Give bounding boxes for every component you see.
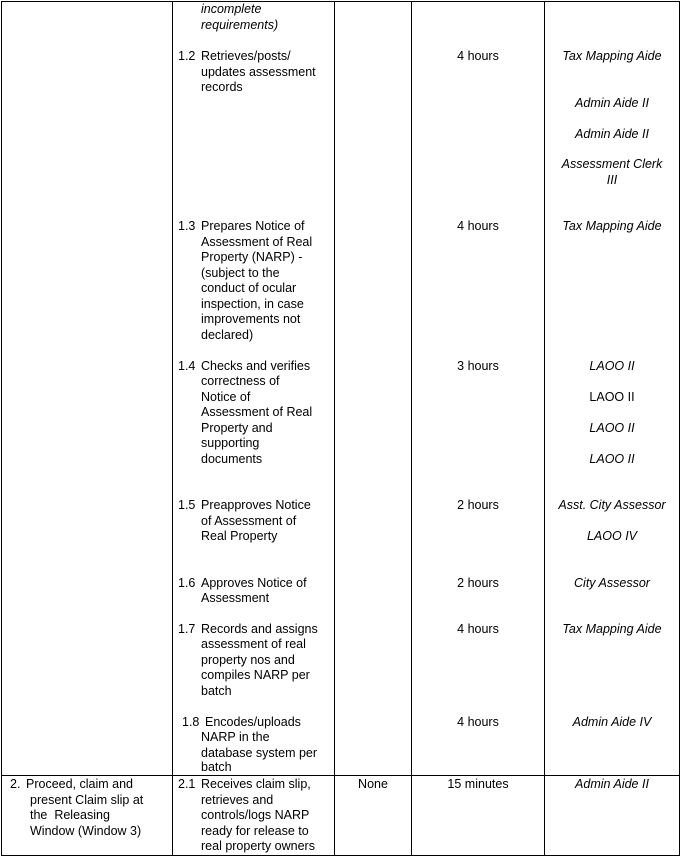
client-step-line: present Claim slip at xyxy=(30,793,144,807)
action-number: 2.1 xyxy=(178,777,196,791)
column-divider-1 xyxy=(172,1,173,856)
action-text-line: property nos and xyxy=(201,653,295,667)
action-text-line: NARP in the xyxy=(201,730,270,744)
action-text-line: Prepares Notice of xyxy=(201,219,305,233)
action-text-line: assessment of real xyxy=(201,637,306,651)
action-text-line: declared) xyxy=(201,328,254,342)
person-responsible: III xyxy=(606,173,618,187)
action-text-line: Checks and verifies xyxy=(201,359,311,373)
processing-time: 4 hours xyxy=(457,622,499,636)
person-responsible: Asst. City Assessor xyxy=(558,498,666,512)
row-divider xyxy=(1,775,680,776)
client-step-line: Window (Window 3) xyxy=(30,824,142,838)
action-text-line: Encodes/uploads xyxy=(205,715,301,729)
person-responsible: LAOO IV xyxy=(586,529,638,543)
client-step-number: 2. xyxy=(10,777,21,791)
action-text-line: Records and assigns xyxy=(201,622,318,636)
action-text-line: updates assessment xyxy=(201,65,316,79)
action-text-line: inspection, in case xyxy=(201,297,304,311)
action-text-line: Receives claim slip, xyxy=(201,777,311,791)
client-step-line: Proceed, claim and xyxy=(26,777,134,791)
table-border-top xyxy=(1,1,680,2)
person-responsible: Tax Mapping Aide xyxy=(562,49,662,63)
action-number: 1.3 xyxy=(178,219,196,233)
action-text-line: Assessment xyxy=(201,591,270,605)
column-divider-2 xyxy=(334,1,335,856)
person-responsible: Assessment Clerk xyxy=(561,157,663,171)
processing-time: 2 hours xyxy=(457,498,499,512)
action-number: 1.7 xyxy=(178,622,196,636)
processing-time: 4 hours xyxy=(457,219,499,233)
action-text-line: Preapproves Notice xyxy=(201,498,311,512)
action-text-line: correctness of xyxy=(201,374,280,388)
action-text-line: (subject to the xyxy=(201,266,280,280)
person-responsible: LAOO II xyxy=(589,421,635,435)
action-text-line: records xyxy=(201,80,243,94)
processing-time: 3 hours xyxy=(457,359,499,373)
action-text-line: incomplete xyxy=(201,2,262,16)
person-responsible: LAOO II xyxy=(589,452,635,466)
processing-time: 4 hours xyxy=(457,49,499,63)
action-number: 1.5 xyxy=(178,498,196,512)
person-responsible: Admin Aide II xyxy=(575,127,649,141)
client-step-line: the Releasing xyxy=(30,808,110,822)
action-text-line: Property and xyxy=(201,421,273,435)
action-text-line: of Assessment of xyxy=(201,514,297,528)
action-text-line: batch xyxy=(201,760,232,774)
action-text-line: conduct of ocular xyxy=(201,281,297,295)
table-border-bottom xyxy=(1,855,680,856)
table-border-left xyxy=(1,1,2,856)
table-border-right xyxy=(679,1,680,856)
action-text-line: Approves Notice of xyxy=(201,576,307,590)
action-text-line: ready for release to xyxy=(201,824,309,838)
person-responsible: Admin Aide II xyxy=(575,96,649,110)
action-text-line: Assessment of Real xyxy=(201,235,313,249)
action-text-line: retrieves and xyxy=(201,793,274,807)
action-text-line: requirements) xyxy=(201,18,279,32)
person-responsible: Admin Aide IV xyxy=(572,715,652,729)
action-text-line: Notice of xyxy=(201,390,251,404)
action-text-line: Property (NARP) - xyxy=(201,250,303,264)
action-number: 1.8 xyxy=(182,715,200,729)
action-number: 1.6 xyxy=(178,576,196,590)
action-text-line: Assessment of Real xyxy=(201,405,313,419)
action-text-line: Retrieves/posts/ xyxy=(201,49,291,63)
action-text-line: compiles NARP per xyxy=(201,668,310,682)
person-responsible: LAOO II xyxy=(589,390,635,404)
person-responsible: Admin Aide II xyxy=(575,777,649,791)
processing-time: 4 hours xyxy=(457,715,499,729)
person-responsible: City Assessor xyxy=(574,576,650,590)
action-text-line: database system per xyxy=(201,746,318,760)
action-text-line: batch xyxy=(201,684,232,698)
fees: None xyxy=(358,777,388,791)
processing-time: 15 minutes xyxy=(447,777,509,791)
action-text-line: Real Property xyxy=(201,529,278,543)
action-number: 1.4 xyxy=(178,359,196,373)
processing-time: 2 hours xyxy=(457,576,499,590)
action-text-line: documents xyxy=(201,452,263,466)
action-number: 1.2 xyxy=(178,49,196,63)
action-text-line: improvements not xyxy=(201,312,301,326)
person-responsible: LAOO II xyxy=(589,359,635,373)
action-text-line: real property owners xyxy=(201,839,315,853)
action-text-line: controls/logs NARP xyxy=(201,808,310,822)
action-text-line: supporting xyxy=(201,436,260,450)
person-responsible: Tax Mapping Aide xyxy=(562,622,662,636)
person-responsible: Tax Mapping Aide xyxy=(562,219,662,233)
